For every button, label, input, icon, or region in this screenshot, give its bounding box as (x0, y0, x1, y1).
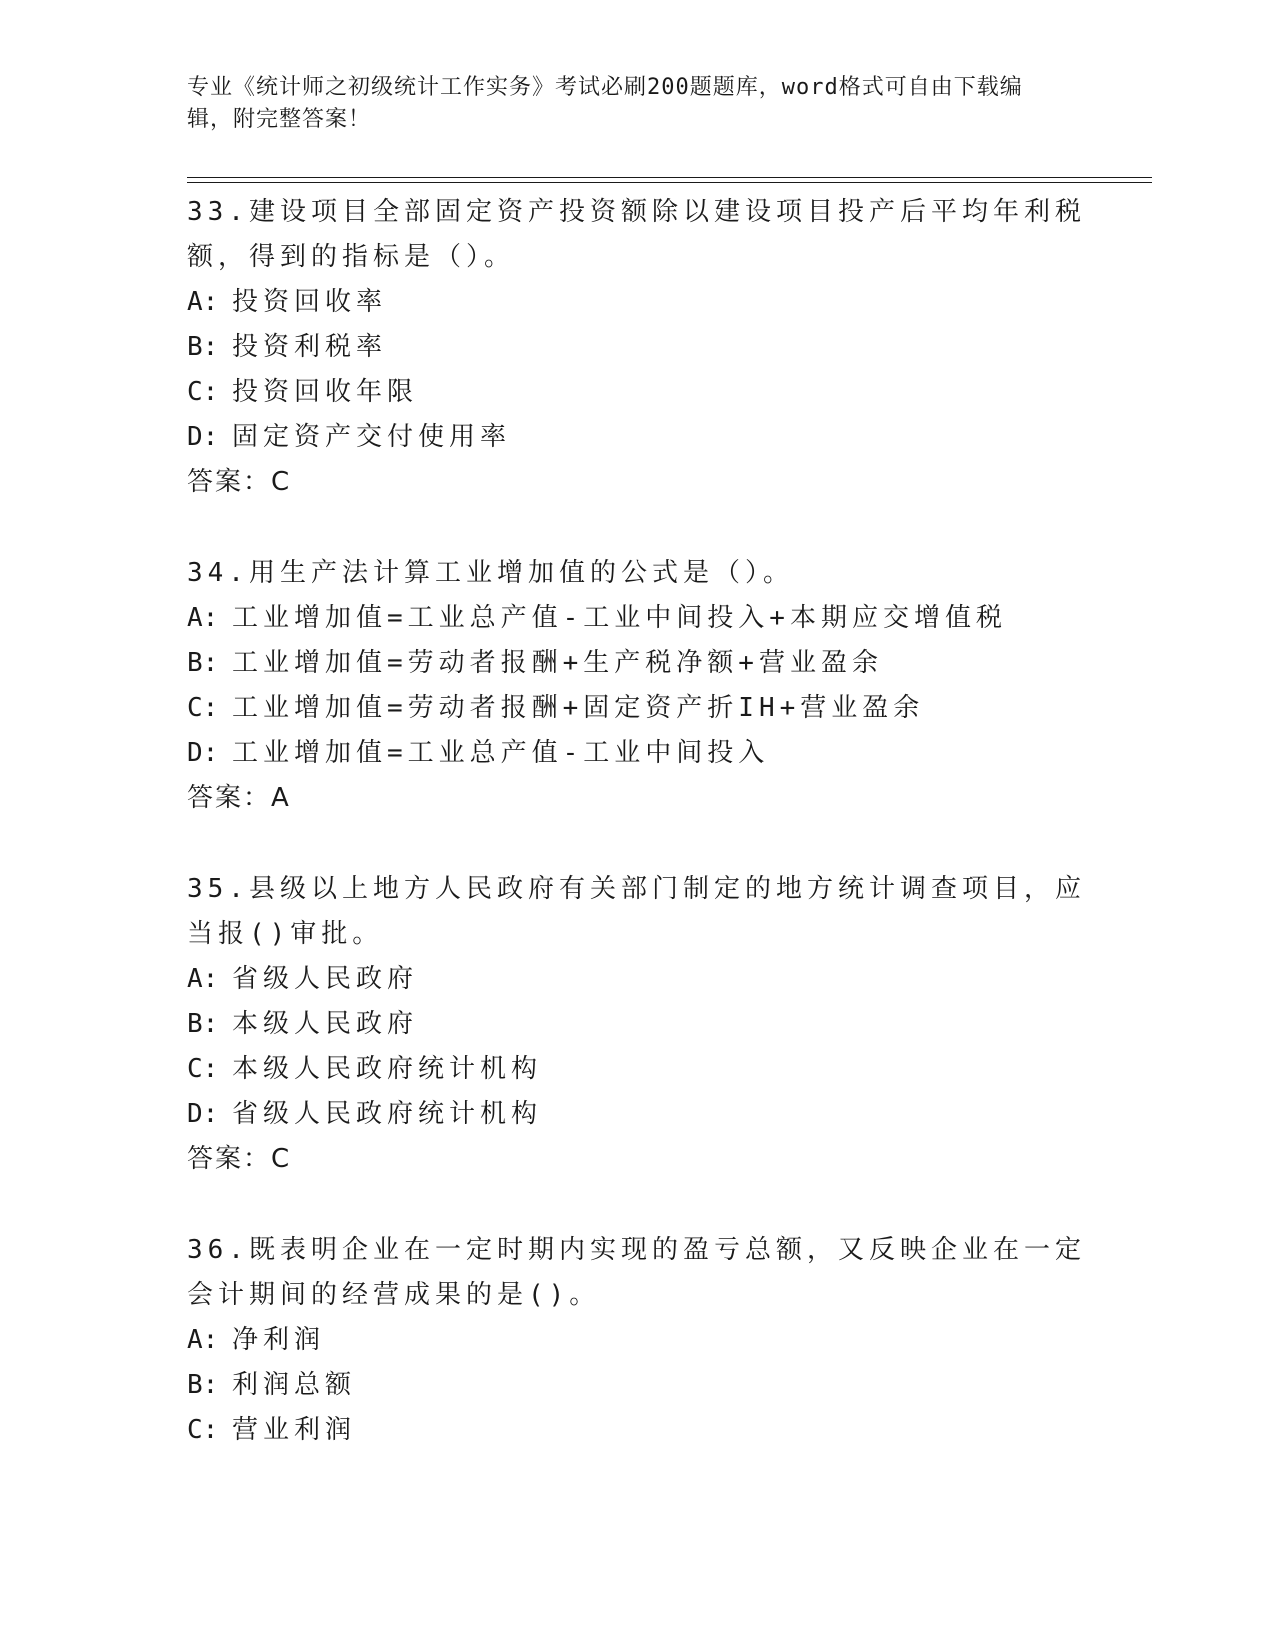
question-text: 33.建设项目全部固定资产投资额除以建设项目投产后平均年利税额，得到的指标是（）。 (187, 197, 1086, 272)
option-letter: A: (187, 1325, 219, 1355)
option-a (187, 957, 1087, 1002)
header-rule-bottom (187, 182, 1152, 183)
option-text: 投资利税率 (232, 332, 388, 362)
option-letter: A: (187, 603, 219, 633)
option-c (187, 1047, 1087, 1092)
question-text: 36.既表明企业在一定时期内实现的盈亏总额，又反映企业在一定会计期间的经营成果的是()。 (187, 1235, 1086, 1310)
question-text: 35.县级以上地方人民政府有关部门制定的地方统计调查项目，应当报()审批。 (187, 874, 1086, 949)
option-letter: B: (187, 648, 219, 678)
option-a (187, 280, 1087, 325)
option-d (187, 415, 1087, 460)
question-33 (187, 190, 1087, 505)
option-c (187, 686, 1087, 731)
question-list (187, 190, 1087, 1499)
question-35 (187, 867, 1087, 1182)
question-36 (187, 1228, 1087, 1453)
option-b (187, 325, 1087, 370)
option-a (187, 596, 1087, 641)
option-a (187, 1318, 1087, 1363)
option-text: 省级人民政府 (232, 964, 419, 994)
option-b (187, 1002, 1087, 1047)
option-b (187, 641, 1087, 686)
answer-line: 答案：C (187, 1144, 292, 1174)
question-34 (187, 551, 1087, 821)
option-text: 投资回收年限 (232, 377, 419, 407)
option-text: 工业增加值=工业总产值-工业中间投入 (232, 738, 770, 768)
option-letter: B: (187, 1370, 219, 1400)
document-header (187, 72, 1067, 136)
option-letter: D: (187, 422, 219, 452)
option-letter: A: (187, 964, 219, 994)
option-text: 净利润 (232, 1325, 326, 1355)
option-letter: D: (187, 1099, 219, 1129)
option-letter: C: (187, 1415, 219, 1445)
answer-line: 答案：C (187, 467, 292, 497)
option-text: 本级人民政府 (232, 1009, 419, 1039)
header-rule-top (187, 177, 1152, 178)
option-text: 本级人民政府统计机构 (232, 1054, 543, 1084)
option-d (187, 731, 1087, 776)
option-c (187, 1408, 1087, 1453)
option-letter: C: (187, 1054, 219, 1084)
option-text: 利润总额 (232, 1370, 357, 1400)
option-text: 工业增加值=工业总产值-工业中间投入+本期应交增值税 (232, 603, 1007, 633)
option-letter: D: (187, 738, 219, 768)
option-c (187, 370, 1087, 415)
document-title: 专业《统计师之初级统计工作实务》考试必刷200题题库，word格式可自由下载编辑，附完整答案！ (187, 75, 1023, 132)
question-text: 34.用生产法计算工业增加值的公式是（）。 (187, 558, 794, 588)
option-letter: B: (187, 1009, 219, 1039)
option-d (187, 1092, 1087, 1137)
answer-line: 答案：A (187, 783, 291, 813)
option-letter: A: (187, 287, 219, 317)
option-text: 投资回收率 (232, 287, 388, 317)
option-letter: C: (187, 377, 219, 407)
option-letter: B: (187, 332, 219, 362)
option-text: 固定资产交付使用率 (232, 422, 512, 452)
option-text: 工业增加值=劳动者报酬+生产税净额+营业盈余 (232, 648, 883, 678)
option-text: 工业增加值=劳动者报酬+固定资产折IH+营业盈余 (232, 693, 925, 723)
option-text: 营业利润 (232, 1415, 357, 1445)
option-text: 省级人民政府统计机构 (232, 1099, 543, 1129)
option-letter: C: (187, 693, 219, 723)
option-b (187, 1363, 1087, 1408)
